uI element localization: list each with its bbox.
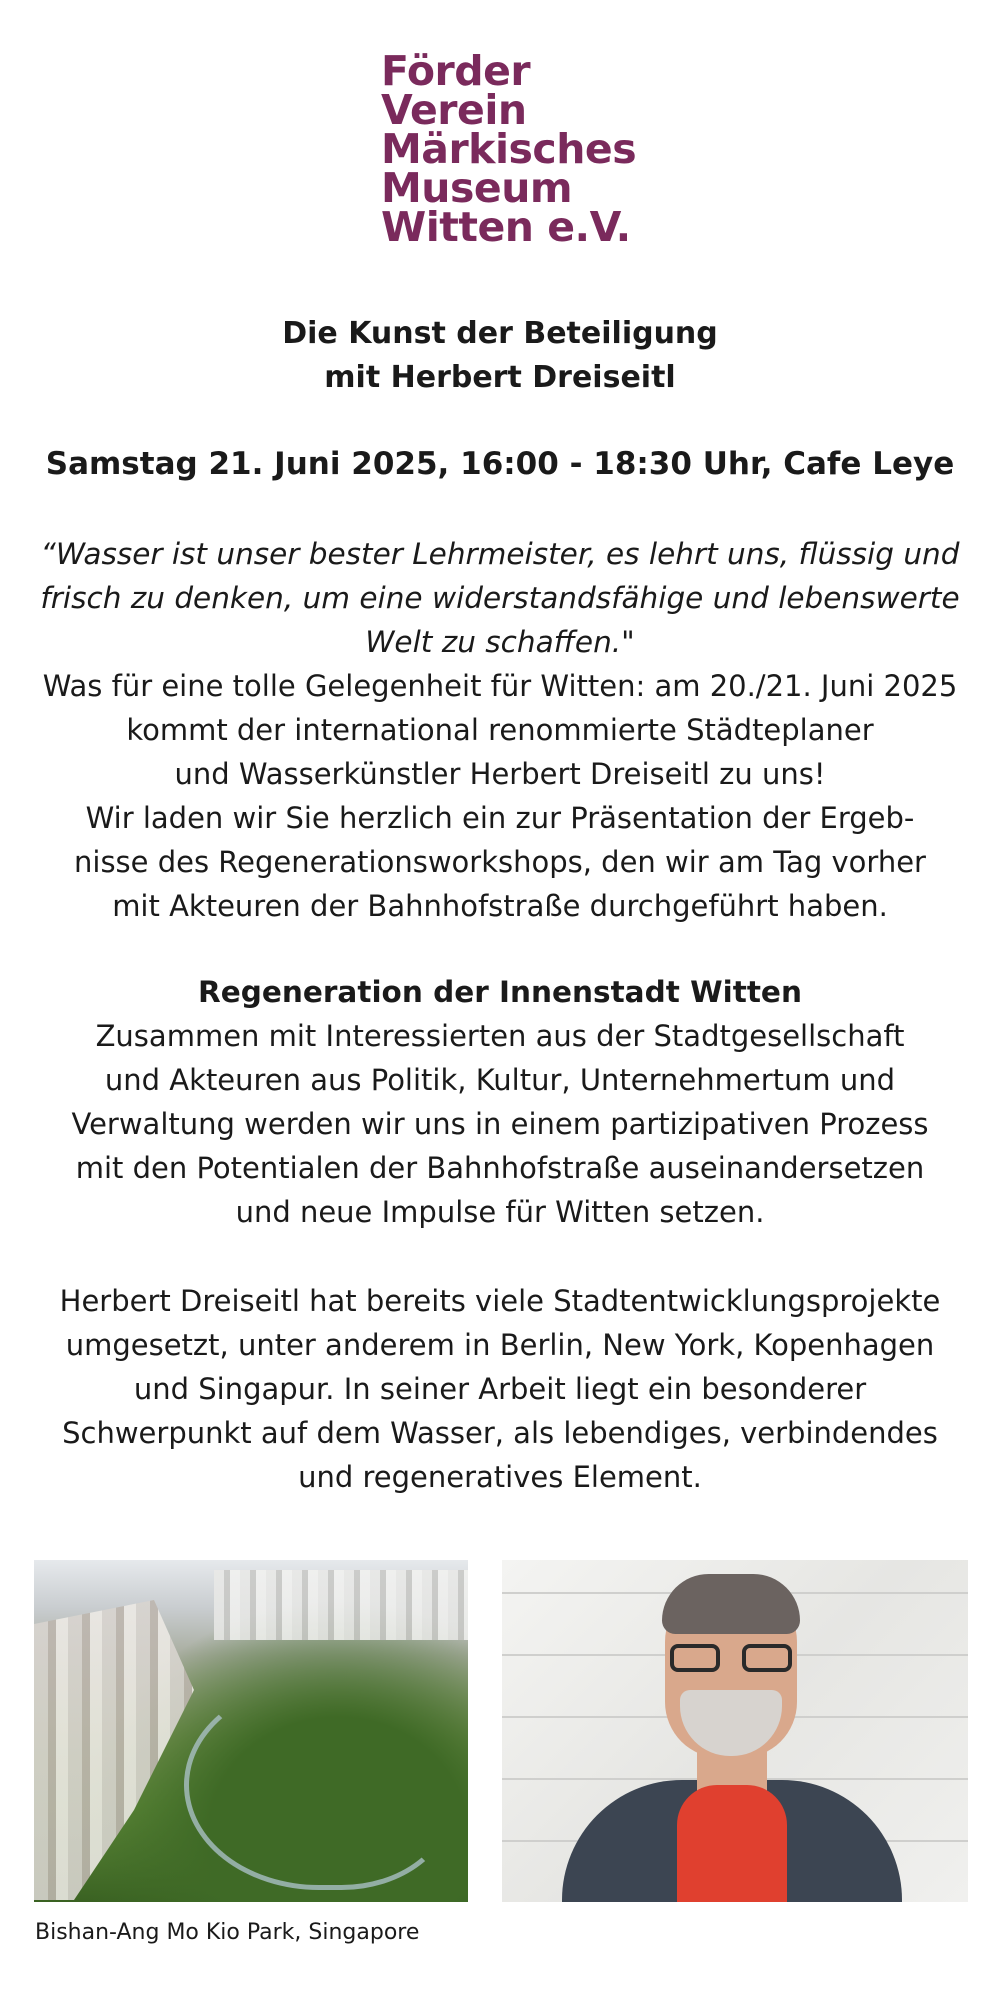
logo-line: Förder xyxy=(381,47,531,95)
intro-line: Wir laden wir Sie herzlich ein zur Präsentation der Ergeb- xyxy=(85,801,915,835)
quote-block xyxy=(0,532,1000,664)
logo-line: Märkisches xyxy=(381,125,637,173)
logo-foerderverein xyxy=(381,47,637,251)
logo-line: Museum xyxy=(381,164,573,212)
quote-line: “Wasser ist unser bester Lehrmeister, es lehrt uns, flüssig und xyxy=(40,537,960,571)
section-line: Verwaltung werden wir uns in einem partizipativen Prozess xyxy=(71,1107,929,1141)
park-aerial-photo xyxy=(34,1560,468,1902)
bio-paragraph xyxy=(0,1279,1000,1499)
logo-line: Verein xyxy=(381,86,527,134)
date-text: Samstag 21. Juni 2025, 16:00 - 18:30 Uhr, Cafe Leye xyxy=(45,446,955,482)
event-title xyxy=(0,312,1000,400)
logo-line: Witten e.V. xyxy=(381,203,631,251)
event-date xyxy=(0,442,1000,486)
bio-line: umgesetzt, unter anderem in Berlin, New York, Kopenhagen xyxy=(65,1328,935,1362)
park-river xyxy=(184,1680,454,1890)
section-line: und neue Impulse für Witten setzen. xyxy=(235,1195,765,1229)
title-line-2: mit Herbert Dreiseitl xyxy=(324,360,676,395)
quote-line: frisch zu denken, um eine widerstandsfähige und lebenswerte xyxy=(40,581,960,615)
section-heading xyxy=(0,970,1000,1014)
intro-line: mit Akteuren der Bahnhofstraße durchgeführt haben. xyxy=(112,889,888,923)
portrait-photo xyxy=(502,1560,968,1902)
bio-line: und Singapur. In seiner Arbeit liegt ein besonderer xyxy=(133,1372,867,1406)
intro-paragraph xyxy=(0,664,1000,928)
bio-line: Schwerpunkt auf dem Wasser, als lebendiges, verbindendes xyxy=(62,1416,938,1450)
park-photo-caption: Bishan-Ang Mo Kio Park, Singapore xyxy=(35,1920,420,1945)
park-skyline xyxy=(214,1570,468,1640)
section-line: Zusammen mit Interessierten aus der Stadtgesellschaft xyxy=(95,1019,905,1053)
intro-line: kommt der international renommierte Städteplaner xyxy=(126,713,874,747)
glasses-icon xyxy=(670,1644,794,1674)
quote-line: Welt zu schaffen." xyxy=(365,625,635,659)
intro-line: und Wasserkünstler Herbert Dreiseitl zu uns! xyxy=(174,757,826,791)
intro-line: Was für eine tolle Gelegenheit für Witten: am 20./21. Juni 2025 xyxy=(42,669,958,703)
bio-line: Herbert Dreiseitl hat bereits viele Stadtentwicklungsprojekte xyxy=(59,1284,941,1318)
bio-line: und regeneratives Element. xyxy=(298,1460,702,1494)
title-line-1: Die Kunst der Beteiligung xyxy=(282,316,718,351)
portrait-hair xyxy=(662,1574,800,1634)
section-paragraph xyxy=(0,1014,1000,1234)
portrait-shirt xyxy=(677,1785,787,1902)
section-line: und Akteuren aus Politik, Kultur, Unternehmertum und xyxy=(104,1063,896,1097)
intro-line: nisse des Regenerationsworkshops, den wir am Tag vorher xyxy=(74,845,926,879)
section-line: mit den Potentialen der Bahnhofstraße auseinandersetzen xyxy=(75,1151,925,1185)
section-heading-text: Regeneration der Innenstadt Witten xyxy=(198,975,802,1009)
